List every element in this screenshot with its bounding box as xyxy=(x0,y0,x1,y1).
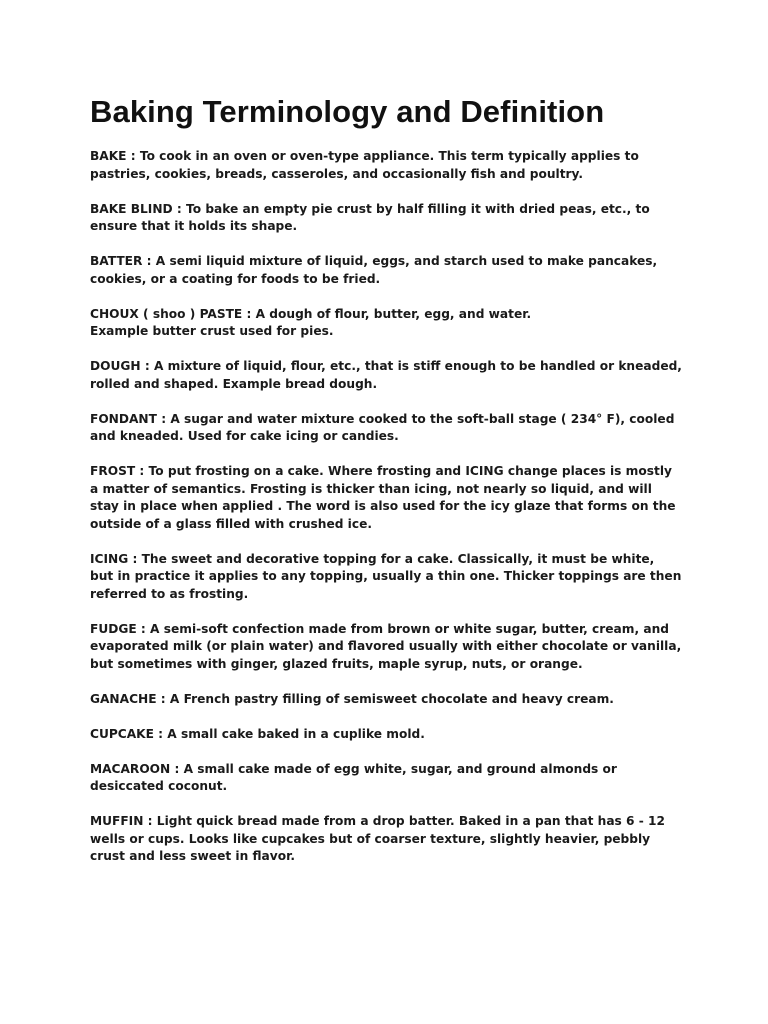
term-separator: : xyxy=(170,761,184,776)
definition-line: evaporated milk (or plain water) and flavored usually with either chocolate or vanilla, xyxy=(90,639,682,653)
definition-line: a matter of semantics. Frosting is thicker than icing, not nearly so liquid, and will xyxy=(90,481,652,496)
definition-text: Light quick bread made from a drop batter. Baked in a pan that has 6 - 12 xyxy=(156,814,666,828)
glossary-term: DOUGH xyxy=(90,359,141,373)
definition-line xyxy=(90,761,690,779)
glossary-term: BATTER xyxy=(90,254,143,268)
term-separator: : xyxy=(172,201,187,216)
definition-text: A dough of flour, butter, egg, and water. xyxy=(255,306,532,321)
definition-line: ensure that it holds its shape. xyxy=(90,219,298,233)
glossary-term: BAKE xyxy=(90,149,127,163)
definition-line: but sometimes with ginger, glazed fruits, maple syrup, nuts, or orange. xyxy=(90,656,583,671)
definition-text: To put frosting on a cake. Where frosting and ICING change places is mostly xyxy=(148,464,672,478)
definition-line xyxy=(90,621,690,639)
glossary-entry xyxy=(90,411,690,446)
definition-line: stay in place when applied . The word is also used for the icy glaze that forms on the xyxy=(90,499,676,513)
glossary-term: BAKE BLIND xyxy=(90,201,173,216)
definition-line: referred to as frosting. xyxy=(90,586,249,601)
definition-text: A small cake baked in a cuplike mold. xyxy=(167,726,425,741)
definition-line xyxy=(90,253,690,271)
glossary-entry xyxy=(90,306,690,341)
glossary-entry xyxy=(90,621,690,674)
glossary-entry xyxy=(90,201,690,236)
definition-line xyxy=(90,463,690,481)
glossary-entry xyxy=(90,463,690,533)
glossary-term: CHOUX ( shoo ) PASTE xyxy=(90,306,243,321)
glossary-term: ICING xyxy=(90,551,129,566)
definition-line: crust and less sweet in flavor. xyxy=(90,849,295,863)
glossary-term: MUFFIN xyxy=(90,814,144,828)
glossary-term: CUPCAKE xyxy=(90,726,154,741)
page-title: Baking Terminology and Definition xyxy=(90,94,605,129)
definition-text: A mixture of liquid, flour, etc., that is stiff enough to be handled or kneaded, xyxy=(153,359,682,373)
definition-line xyxy=(90,726,690,744)
definition-line xyxy=(90,306,690,324)
glossary-term: GANACHE xyxy=(90,691,157,706)
glossary-entry xyxy=(90,726,690,744)
term-separator: : xyxy=(242,306,256,321)
glossary-entry xyxy=(90,691,690,709)
glossary-term: MACAROON xyxy=(90,761,171,776)
glossary-entry xyxy=(90,253,690,288)
term-separator: : xyxy=(142,254,156,268)
term-separator: : xyxy=(126,149,140,163)
definition-line: wells or cups. Looks like cupcakes but of coarser texture, slightly heavier, pebbly xyxy=(90,831,651,846)
definition-line: rolled and shaped. Example bread dough. xyxy=(90,376,378,391)
glossary-term: FUDGE xyxy=(90,621,137,636)
glossary-entry xyxy=(90,148,690,183)
glossary-term: FONDANT xyxy=(90,411,157,426)
definition-line xyxy=(90,691,690,709)
term-separator: : xyxy=(143,814,157,828)
definition-line: cookies, or a coating for foods to be fried. xyxy=(90,271,381,286)
definition-line xyxy=(90,148,690,166)
definition-text: A French pastry filling of semisweet chocolate and heavy cream. xyxy=(169,691,614,706)
term-separator: : xyxy=(156,411,171,426)
definition-text: A semi-soft confection made from brown or white sugar, butter, cream, and xyxy=(150,621,669,636)
glossary-entry xyxy=(90,551,690,604)
term-separator: : xyxy=(140,359,154,373)
definition-text: To cook in an oven or oven-type appliance. This term typically applies to xyxy=(139,149,639,163)
definition-line: Example butter crust used for pies. xyxy=(90,324,334,338)
glossary-entry xyxy=(90,358,690,393)
definition-line: desiccated coconut. xyxy=(90,779,228,793)
definition-line xyxy=(90,358,690,376)
term-separator: : xyxy=(128,551,142,566)
glossary-entry xyxy=(90,813,690,866)
glossary-list xyxy=(90,148,690,866)
definition-line: outside of a glass filled with crushed ice. xyxy=(90,516,372,531)
definition-text: A sugar and water mixture cooked to the soft-ball stage ( 234° F), cooled xyxy=(170,411,675,426)
document-page xyxy=(90,92,690,883)
definition-text: A semi liquid mixture of liquid, eggs, and starch used to make pancakes, xyxy=(155,254,658,268)
definition-line xyxy=(90,411,690,429)
term-separator: : xyxy=(156,691,170,706)
definition-line xyxy=(90,201,690,219)
definition-line: pastries, cookies, breads, casseroles, and occasionally fish and poultry. xyxy=(90,166,583,181)
definition-line: but in practice it applies to any topping, usually a thin one. Thicker toppings are then xyxy=(90,569,682,583)
definition-text: To bake an empty pie crust by half filling it with dried peas, etc., to xyxy=(186,201,650,216)
term-separator: : xyxy=(135,464,149,478)
glossary-entry xyxy=(90,761,690,796)
term-separator: : xyxy=(153,726,168,741)
term-separator: : xyxy=(136,621,151,636)
glossary-term: FROST xyxy=(90,464,136,478)
definition-line: and kneaded. Used for cake icing or candies. xyxy=(90,429,399,443)
definition-line xyxy=(90,551,690,569)
definition-line xyxy=(90,813,690,831)
definition-text: The sweet and decorative topping for a cake. Classically, it must be white, xyxy=(141,551,655,566)
definition-text: A small cake made of egg white, sugar, and ground almonds or xyxy=(183,761,617,776)
